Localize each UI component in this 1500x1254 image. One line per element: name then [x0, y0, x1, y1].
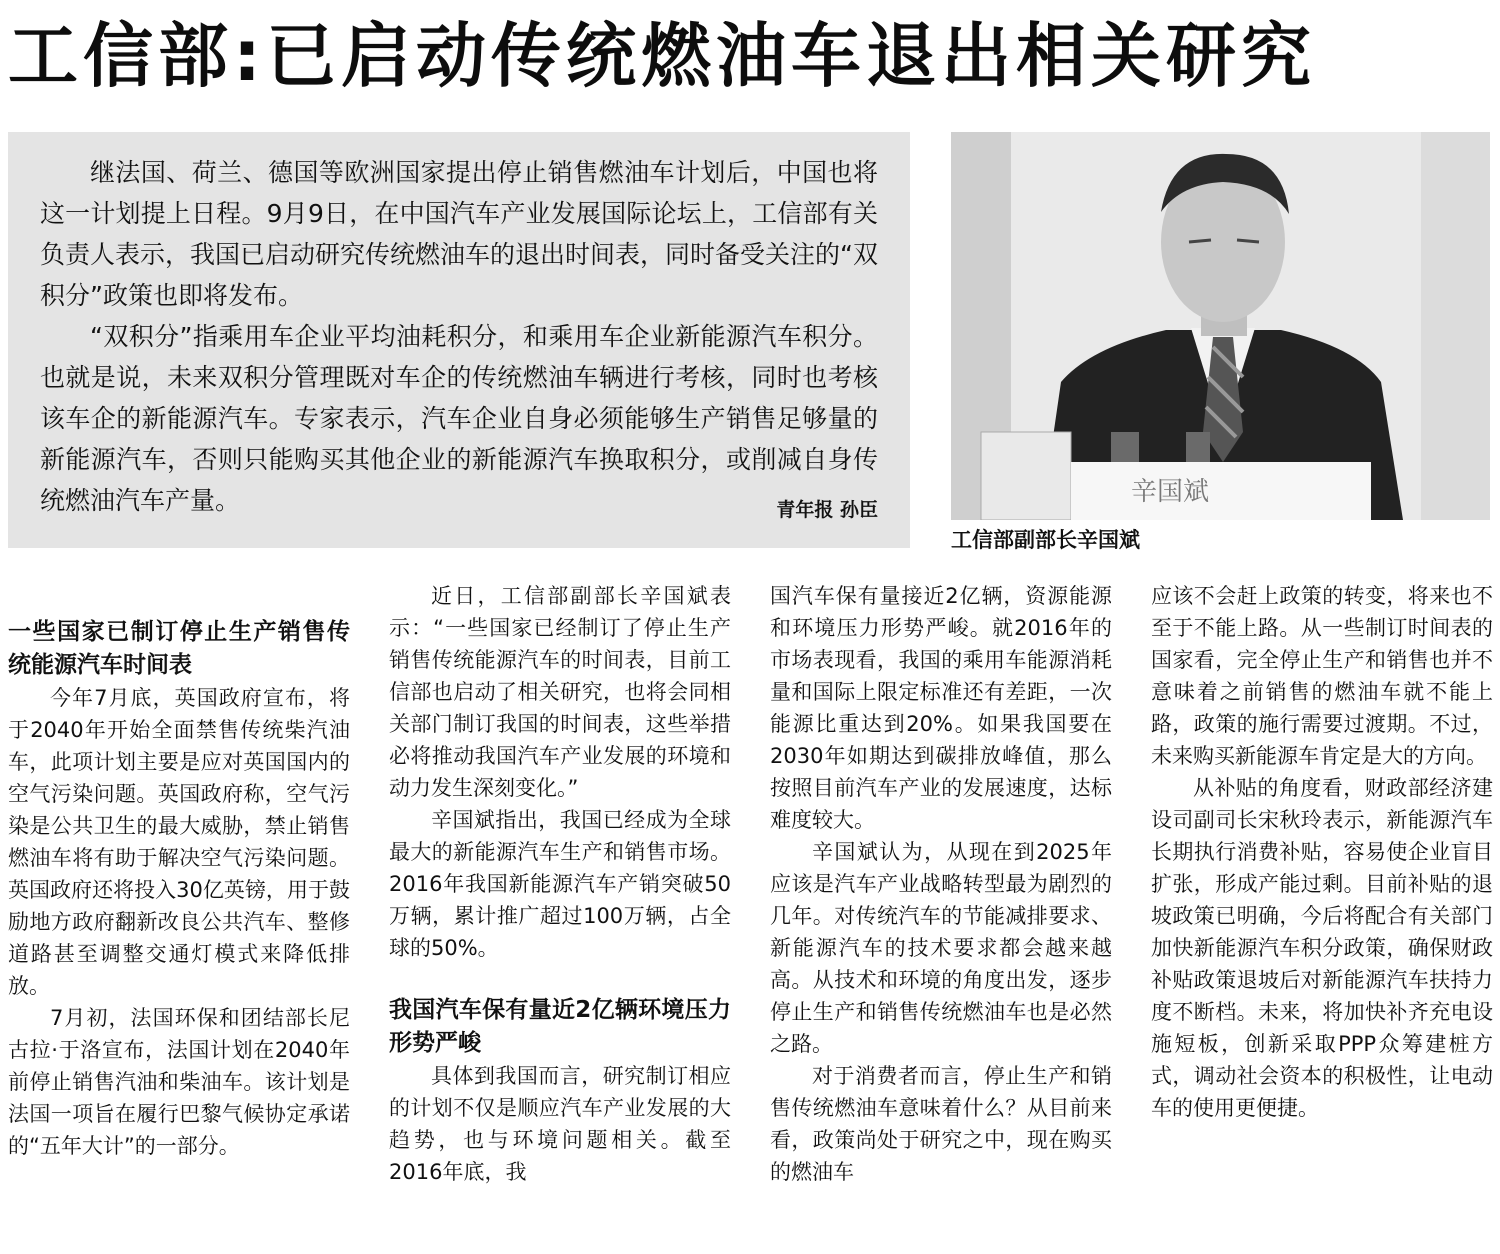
article-column-3: [770, 580, 1112, 1248]
article-column-2: [389, 580, 731, 1248]
body-paragraph: 应该不会赶上政策的转变，将来也不至于不能上路。从一些制订时间表的国家看，完全停止生产和销售也并不意味着之前销售的燃油车就不能上路，政策的施行需要过渡期。不过，未来购买新能源车肯定是大的方向。: [1151, 584, 1493, 768]
section-heading: 一些国家已制订停止生产销售传统能源汽车时间表: [8, 619, 350, 678]
lead-summary-box: [8, 132, 910, 548]
body-paragraph: 今年7月底，英国政府宣布，将于2040年开始全面禁售传统柴汽油车，此项计划主要是应对英国国内的空气污染问题。英国政府称，空气污染是公共卫生的最大威胁，禁止销售燃油车将有助于解决空气污染问题。英国政府还将投入30亿英镑，用于鼓励地方政府翻新改良公共汽车、整修道路甚至调整交通灯模式来降低排放。: [8, 686, 350, 998]
article-column-4: [1151, 580, 1493, 1248]
body-paragraph: 对于消费者而言，停止生产和销售传统燃油车意味着什么？从目前来看，政策尚处于研究之中，现在购买的燃油车: [770, 1064, 1112, 1184]
body-paragraph: 国汽车保有量接近2亿辆，资源能源和环境压力形势严峻。就2016年的市场表现看，我国的乘用车能源消耗量和国际上限定标准还有差距，一次能源比重达到20%。如果我国要在2030年如期达到碳排放峰值，那么按照目前汽车产业的发展速度，达标难度较大。: [770, 584, 1112, 832]
body-paragraph: 辛国斌指出，我国已经成为全球最大的新能源汽车生产和销售市场。2016年我国新能源汽车产销突破50万辆，累计推广超过100万辆，占全球的50%。: [389, 808, 731, 960]
article-column-1: [8, 580, 350, 1248]
section-heading: 我国汽车保有量近2亿辆环境压力形势严峻: [389, 997, 731, 1056]
body-paragraph: 近日，工信部副部长辛国斌表示：“一些国家已经制订了停止生产销售传统能源汽车的时间表，目前工信部也启动了相关研究，也将会同相关部门制订我国的时间表，这些举措必将推动我国汽车产业发展的环境和动力发生深刻变化。”: [389, 584, 731, 800]
lead-paragraph-text: “双积分”指乘用车企业平均油耗积分，和乘用车企业新能源汽车积分。也就是说，未来双积分管理既对车企的传统燃油车辆进行考核，同时也考核该车企的新能源汽车。专家表示，汽车企业自身必须能够生产销售足够量的新能源汽车，否则只能购买其他企业的新能源汽车换取积分，或削减自身传统燃油汽车产量。: [40, 322, 878, 515]
lead-paragraph: 继法国、荷兰、德国等欧洲国家提出停止销售燃油车计划后，中国也将这一计划提上日程。9月9日，在中国汽车产业发展国际论坛上，工信部有关负责人表示，我国已启动研究传统燃油车的退出时间表，同时备受关注的“双积分”政策也即将发布。: [40, 158, 878, 310]
body-paragraph: 从补贴的角度看，财政部经济建设司副司长宋秋玲表示，新能源汽车长期执行消费补贴，容易使企业盲目扩张，形成产能过剩。目前补贴的退坡政策已明确，今后将配合有关部门加快新能源汽车积分政策，确保财政补贴政策退坡后对新能源汽车扶持力度不断档。未来，将加快补齐充电设施短板，创新采取PPP众筹建桩方式，调动社会资本的积极性，让电动车的使用更便捷。: [1151, 776, 1493, 1120]
body-paragraph: 辛国斌认为，从现在到2025年应该是汽车产业战略转型最为剧烈的几年。对传统汽车的节能减排要求、新能源汽车的技术要求都会越来越高。从技术和环境的角度出发，逐步停止生产和销售传统燃油车也是必然之路。: [770, 840, 1112, 1056]
lead-paragraph: [40, 316, 878, 521]
photo-caption: 工信部副部长辛国斌: [951, 528, 1140, 552]
portrait-illustration: [951, 132, 1490, 520]
nameplate-text: 辛国斌: [1131, 477, 1210, 507]
headline: 工信部:已启动传统燃油车退出相关研究: [8, 15, 1316, 97]
body-paragraph: 7月初，法国环保和团结部长尼古拉·于洛宣布，法国计划在2040年前停止销售汽油和柴油车。该计划是法国一项旨在履行巴黎气候协定承诺的“五年大计”的一部分。: [8, 1006, 350, 1158]
body-paragraph: 具体到我国而言，研究制订相应的计划不仅是顺应汽车产业发展的大趋势，也与环境问题相关。截至2016年底，我: [389, 1064, 731, 1184]
portrait-photo: [951, 132, 1490, 520]
byline: 青年报 孙臣: [776, 499, 878, 521]
